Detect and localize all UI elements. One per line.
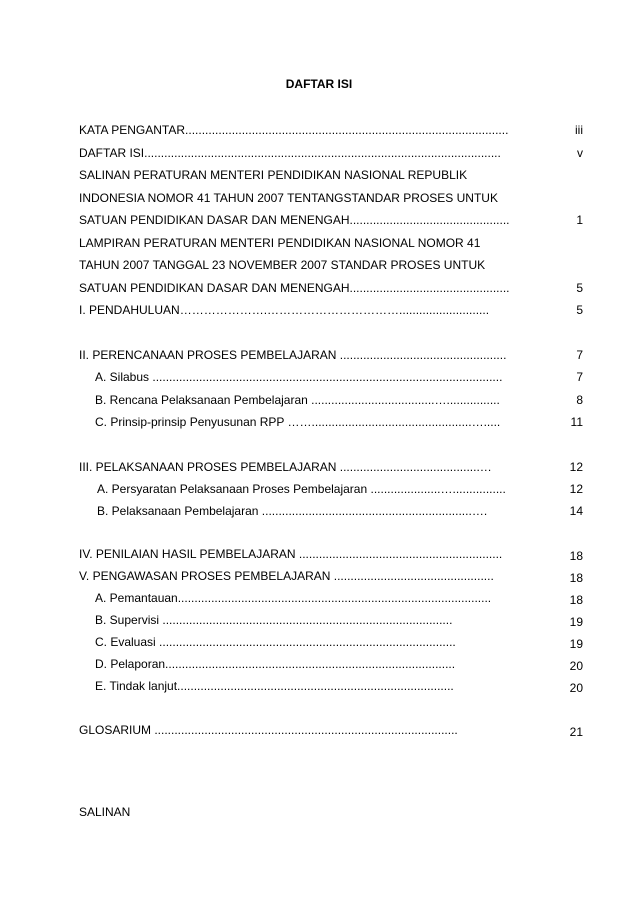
toc-page-number: 21 bbox=[569, 725, 583, 739]
toc-entry-kata-pengantar[interactable]: KATA PENGANTAR................................................................................................. bbox=[79, 123, 509, 137]
toc-entry-silabus[interactable]: A. Silabus ......................................................................................................... bbox=[95, 370, 503, 384]
toc-page-number: 11 bbox=[570, 415, 583, 429]
footer-label: SALINAN bbox=[79, 805, 131, 819]
toc-entry-persyaratan[interactable]: A. Persyaratan Pelaksanaan Proses Pembelajaran .....................…................ bbox=[97, 482, 506, 496]
toc-page-number: 5 bbox=[576, 303, 583, 317]
toc-entry-lampiran-line-2: TAHUN 2007 TANGGAL 23 NOVEMBER 2007 STANDAR PROSES UNTUK bbox=[79, 258, 486, 272]
page-title: DAFTAR ISI bbox=[285, 77, 353, 91]
toc-page-number: 19 bbox=[569, 615, 583, 629]
toc-page-number: v bbox=[577, 146, 583, 160]
toc-entry-pelaksanaan[interactable]: III. PELAKSANAAN PROSES PEMBELAJARAN ..........................................… bbox=[79, 460, 492, 474]
toc-page-number: 18 bbox=[569, 549, 583, 563]
toc-entry-salinan[interactable]: SATUAN PENDIDIKAN DASAR DAN MENENGAH................................................ bbox=[79, 213, 510, 227]
toc-page-number: 19 bbox=[569, 637, 583, 651]
toc-page-number: 8 bbox=[576, 393, 583, 407]
toc-entry-pelaksanaan-pembelajaran[interactable]: B. Pelaksanaan Pembelajaran ...............................................................…. bbox=[97, 504, 488, 518]
toc-page-number: 12 bbox=[569, 460, 583, 474]
toc-entry-salinan-line-1: SALINAN PERATURAN MENTERI PENDIDIKAN NASIONAL REPUBLIK bbox=[79, 168, 468, 182]
toc-page-number: 1 bbox=[576, 213, 583, 227]
toc-entry-glosarium[interactable]: GLOSARIUM ........................................................................................... bbox=[79, 723, 458, 737]
toc-page-number: 20 bbox=[569, 681, 583, 695]
toc-entry-perencanaan[interactable]: II. PERENCANAAN PROSES PEMBELAJARAN .................................................. bbox=[79, 348, 507, 362]
toc-entry-tindak-lanjut[interactable]: E. Tindak lanjut................................................................................... bbox=[95, 679, 454, 693]
toc-entry-supervisi[interactable]: B. Supervisi ....................................................................................... bbox=[95, 613, 453, 627]
toc-page-number: iii bbox=[575, 123, 583, 137]
toc-page-number: 7 bbox=[576, 348, 583, 362]
toc-entry-salinan-line-2: INDONESIA NOMOR 41 TAHUN 2007 TENTANGSTANDAR PROSES UNTUK bbox=[79, 191, 498, 205]
toc-page-number: 20 bbox=[569, 659, 583, 673]
toc-entry-pelaporan[interactable]: D. Pelaporan....................................................................................... bbox=[95, 657, 456, 671]
toc-page-number: 12 bbox=[569, 482, 583, 496]
toc-page-number: 18 bbox=[569, 571, 583, 585]
toc-entry-lampiran[interactable]: SATUAN PENDIDIKAN DASAR DAN MENENGAH................................................ bbox=[79, 281, 510, 295]
toc-entry-prinsip-rpp[interactable]: C. Prinsip-prinsip Penyusunan RPP ……................................................…..... bbox=[95, 415, 501, 429]
toc-entry-rencana-pelaksanaan[interactable]: B. Rencana Pelaksanaan Pembelajaran .....................................…................ bbox=[95, 393, 500, 407]
toc-entry-evaluasi[interactable]: C. Evaluasi ......................................................................................... bbox=[95, 635, 456, 649]
toc-entry-pemantauan[interactable]: A. Pemantauan.............................................................................................. bbox=[95, 591, 492, 605]
toc-page-number: 14 bbox=[569, 504, 583, 518]
toc-entry-lampiran-line-1: LAMPIRAN PERATURAN MENTERI PENDIDIKAN NASIONAL NOMOR 41 bbox=[79, 236, 481, 250]
toc-entry-pendahuluan[interactable]: I. PENDAHULUAN………………….……………………………........................... bbox=[79, 303, 490, 317]
toc-entry-pengawasan[interactable]: V. PENGAWASAN PROSES PEMBELAJARAN ................................................ bbox=[79, 569, 494, 583]
toc-page-number: 18 bbox=[569, 593, 583, 607]
toc-entry-penilaian[interactable]: IV. PENILAIAN HASIL PEMBELAJARAN ............................................................. bbox=[79, 547, 503, 561]
toc-page-number: 7 bbox=[576, 370, 583, 384]
toc-entry-daftar-isi[interactable]: DAFTAR ISI........................................................................................................... bbox=[79, 146, 501, 160]
toc-page-number: 5 bbox=[576, 281, 583, 295]
